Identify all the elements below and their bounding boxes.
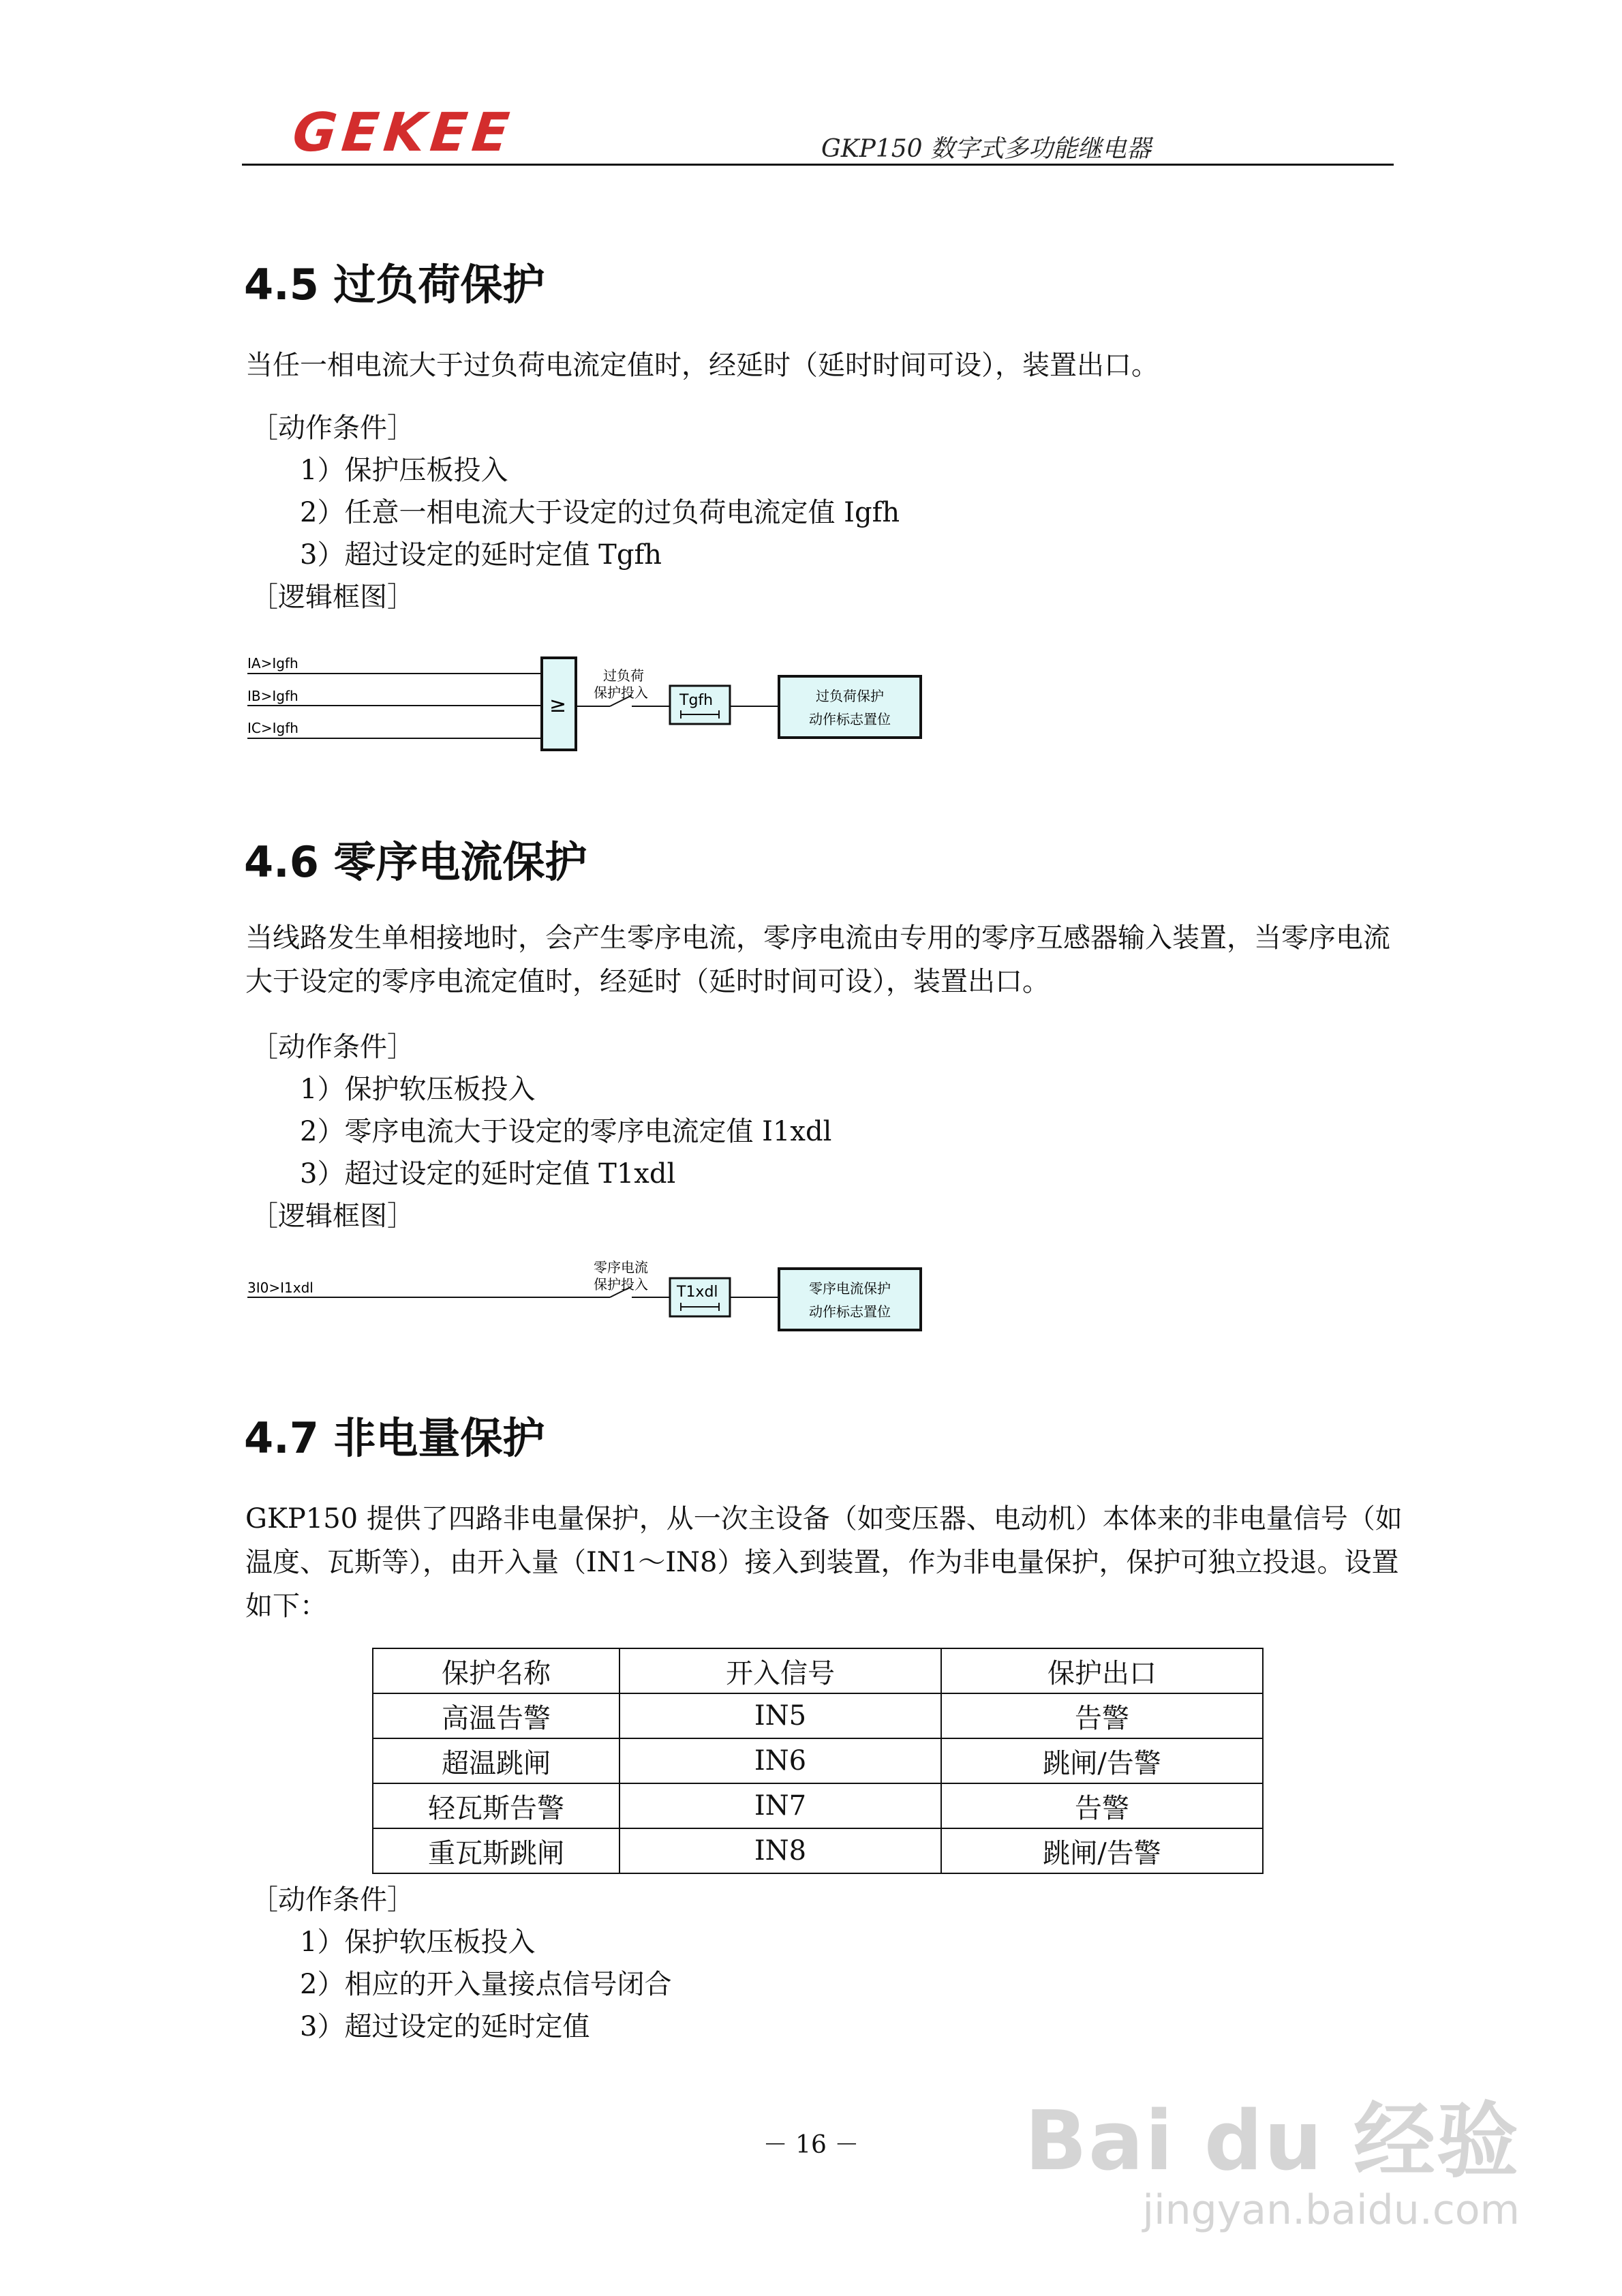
baidu-watermark (1025, 2076, 1520, 2234)
table-cell: 告警 (941, 1693, 1263, 1738)
table-cell: 超温跳闸 (373, 1738, 619, 1783)
table-cell: 重瓦斯跳闸 (373, 1828, 619, 1873)
input-3i0: 3I0>I1xdl (247, 1280, 313, 1296)
gekee-logo: GEKEE (290, 102, 518, 164)
overload-logic-diagram (242, 641, 958, 764)
section-4-7-condition-label: ［动作条件］ (251, 1884, 414, 1916)
input-ib: IB>Igfh (247, 688, 299, 704)
section-4-7-item-3: 3）超过设定的延时定值 (300, 2011, 590, 2042)
table-cell: IN8 (619, 1828, 941, 1873)
table-cell: IN7 (619, 1783, 941, 1828)
section-4-7-item-2: 2）相应的开入量接点信号闭合 (300, 1969, 672, 2000)
section-4-6-logic-label: ［逻辑框图］ (251, 1200, 414, 1232)
table-cell: 跳闸/告警 (941, 1738, 1263, 1783)
zs-output-line-1: 零序电流保护 (809, 1280, 891, 1297)
table-cell: 告警 (941, 1783, 1263, 1828)
zs-output-line-2: 动作标志置位 (809, 1303, 891, 1320)
section-4-5-item-3: 3）超过设定的延时定值 Tgfh (300, 539, 662, 571)
section-4-5-logic-label: ［逻辑框图］ (251, 581, 414, 613)
section-4-6-intro: 当线路发生单相接地时，会产生零序电流，零序电流由专用的零序互感器输入装置，当零序电流大于设定的零序电流定值时，经延时（延时时间可设），装置出口。 (245, 922, 1390, 997)
page-number: － 16 － (763, 2131, 859, 2159)
section-4-6-heading: 4.6 零序电流保护 (244, 837, 587, 887)
input-ia: IA>Igfh (247, 655, 299, 671)
zs-switch-label-1: 零序电流 (594, 1259, 648, 1275)
header-input-signal: 开入信号 (619, 1648, 941, 1693)
section-4-5-condition-label: ［动作条件］ (251, 412, 414, 444)
section-4-5-item-1: 1）保护压板投入 (300, 455, 508, 486)
watermark-brand: Bai du 经验 (1024, 2094, 1520, 2189)
output-line-1: 过负荷保护 (816, 688, 884, 704)
section-4-7-heading: 4.7 非电量保护 (244, 1413, 545, 1463)
table-cell: 跳闸/告警 (941, 1828, 1263, 1873)
zs-timer-label: T1xdl (677, 1284, 718, 1301)
section-4-6-item-3: 3）超过设定的延时定值 T1xdl (300, 1158, 676, 1190)
input-ic: IC>Igfh (247, 720, 299, 736)
section-4-7-item-1: 1）保护软压板投入 (300, 1927, 536, 1958)
table-cell: 高温告警 (373, 1693, 619, 1738)
table-cell: IN5 (619, 1693, 941, 1738)
timer-label: Tgfh (679, 692, 714, 709)
section-4-5-intro: 当任一相电流大于过负荷电流定值时，经延时（延时时间可设），装置出口。 (245, 350, 1159, 381)
header-divider (242, 164, 1394, 166)
switch-label-2: 保护投入 (594, 684, 648, 701)
table-cell: 轻瓦斯告警 (373, 1783, 619, 1828)
section-4-6-condition-label: ［动作条件］ (251, 1031, 414, 1063)
header-protection-output: 保护出口 (941, 1648, 1263, 1693)
header-protection-name: 保护名称 (373, 1648, 619, 1693)
section-4-6-item-1: 1）保护软压板投入 (300, 1074, 536, 1105)
table-row (373, 1783, 1263, 1828)
section-4-5-heading: 4.5 过负荷保护 (244, 260, 545, 309)
section-4-7-intro: GKP150 提供了四路非电量保护，从一次主设备（如变压器、电动机）本体来的非电量信号（如温度、瓦斯等），由开入量（IN1～IN8）接入到装置，作为非电量保护，保护可独立投退。设置如下： (245, 1503, 1403, 1622)
output-line-2: 动作标志置位 (809, 711, 891, 727)
table-row (373, 1693, 1263, 1738)
table-cell: IN6 (619, 1738, 941, 1783)
zs-output-box (779, 1269, 921, 1330)
non-electrical-protection-table (372, 1648, 1264, 1874)
output-box (779, 676, 921, 738)
section-4-6-item-2: 2）零序电流大于设定的零序电流定值 I1xdl (300, 1116, 832, 1147)
or-gate-symbol: ≥ (549, 693, 567, 717)
watermark-url: jingyan.baidu.com (1142, 2186, 1520, 2234)
section-4-5-item-2: 2）任意一相电流大于设定的过负荷电流定值 Igfh (300, 497, 900, 528)
switch-label-1: 过负荷 (603, 667, 644, 684)
table-row (373, 1828, 1263, 1873)
document-title: GKP150 数字式多功能继电器 (821, 135, 1152, 163)
table-row (373, 1738, 1263, 1783)
zero-sequence-logic-diagram (242, 1258, 958, 1346)
zs-switch-label-2: 保护投入 (594, 1276, 648, 1293)
table-header-row (373, 1648, 1263, 1693)
